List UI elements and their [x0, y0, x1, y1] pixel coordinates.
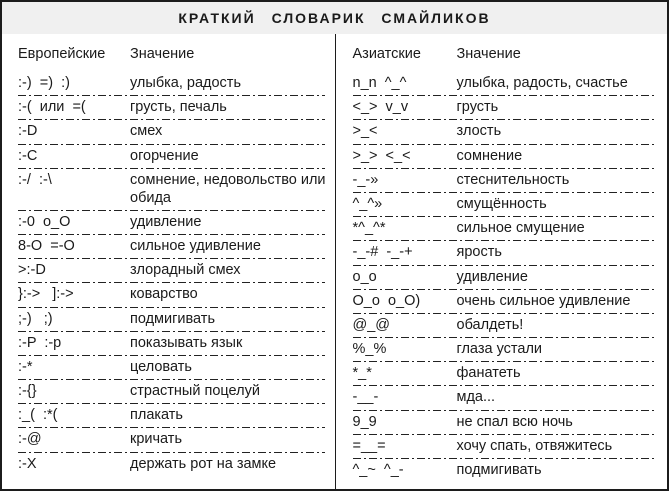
meaning-cell: целовать	[130, 358, 192, 375]
smiley-cell: }:-> ]:->	[18, 286, 74, 303]
asian-column	[335, 34, 668, 489]
smiley-cell: <_> v_v	[352, 99, 409, 116]
meaning-cell: грусть, печаль	[130, 99, 227, 116]
european-header-row	[18, 41, 329, 67]
meaning-cell: улыбка, радость, счастье	[456, 75, 628, 91]
smiley-cell: 9_9	[352, 413, 377, 430]
meaning-cell: держать рот на замке	[130, 455, 277, 472]
table-row	[18, 72, 329, 96]
smiley-cell: :-) =) :)	[18, 75, 70, 91]
meaning-cell: улыбка, радость	[130, 75, 242, 91]
table-row	[18, 259, 329, 283]
smiley-cell: o_o	[352, 268, 377, 285]
table-row	[18, 145, 329, 169]
smiley-cell: *_*	[352, 365, 372, 382]
table-row	[353, 338, 662, 362]
column-header-asian: Азиатские	[352, 46, 421, 62]
meaning-cell: сильное удивление	[130, 237, 261, 254]
table-row	[18, 308, 329, 332]
meaning-cell: коварство	[130, 286, 198, 303]
table-row	[353, 120, 662, 144]
table-row	[353, 459, 662, 483]
meaning-cell: сомнение	[456, 147, 523, 164]
table-row	[353, 290, 662, 314]
table-row	[18, 380, 329, 404]
meaning-cell: кричать	[130, 431, 183, 448]
asian-header-row	[353, 41, 662, 67]
meaning-cell: плакать	[130, 407, 183, 424]
smiley-cell: :_( :*(	[18, 407, 58, 424]
table-row	[18, 235, 329, 259]
smiley-cell: >_> <_<	[352, 147, 411, 164]
table-row	[353, 411, 662, 435]
table-row	[18, 404, 329, 428]
meaning-cell: огорчение	[130, 147, 199, 164]
meaning-cell: ярость	[456, 244, 502, 261]
table-row	[18, 453, 329, 477]
smiley-cell: :-D	[18, 123, 38, 140]
meaning-cell: удивление	[456, 268, 528, 285]
meaning-cell: фанатеть	[456, 365, 521, 382]
table-row	[353, 386, 662, 410]
smiley-cell: @_@	[352, 316, 391, 333]
european-rows	[18, 72, 329, 477]
meaning-cell: не спал всю ночь	[456, 413, 573, 430]
meaning-cell: удивление	[130, 213, 202, 230]
table-row	[18, 120, 329, 144]
meaning-cell: злорадный смех	[130, 262, 241, 279]
smiley-cell: :-@	[18, 431, 42, 448]
table-row	[353, 193, 662, 217]
smiley-cell: ^_^»	[352, 195, 383, 212]
smiley-cell: -_-# -_-+	[352, 244, 413, 261]
meaning-cell: хочу спать, отвяжитесь	[456, 437, 613, 454]
smiley-cell: 8-O =-O	[18, 237, 75, 254]
meaning-cell: мда...	[456, 389, 496, 406]
table-row	[18, 169, 329, 211]
meaning-cell: стеснительность	[456, 171, 570, 188]
meaning-cell: подмигивать	[456, 462, 542, 478]
smiley-cell: :-X	[18, 455, 37, 472]
meaning-cell: обалдеть!	[456, 316, 524, 333]
table-row	[353, 266, 662, 290]
smiley-cell: >:-D	[18, 262, 46, 279]
smiley-cell: :-/ :-\	[18, 171, 52, 188]
meaning-cell: подмигивать	[130, 310, 215, 327]
table-row	[18, 332, 329, 356]
column-header-european: Европейские	[18, 46, 106, 62]
meaning-cell: глаза устали	[456, 341, 543, 358]
table-row	[353, 362, 662, 386]
meaning-cell: злость	[456, 123, 502, 140]
meaning-cell: сильное смущение	[456, 220, 585, 237]
smiley-cell: n_n ^_^	[352, 75, 407, 91]
smiley-cell: :-P :-p	[18, 334, 62, 351]
table-row	[353, 314, 662, 338]
page-title: КРАТКИЙ СЛОВАРИК СМАЙЛИКОВ	[2, 2, 667, 34]
table-row	[18, 428, 329, 452]
table-row	[353, 217, 662, 241]
table-row	[353, 72, 662, 96]
table-body	[2, 34, 667, 489]
table-row	[353, 96, 662, 120]
table-row	[18, 283, 329, 307]
meaning-cell: страстный поцелуй	[130, 383, 260, 400]
meaning-cell: смех	[130, 123, 163, 140]
meaning-cell: смущённость	[456, 195, 547, 212]
smiley-cell: =__=	[352, 437, 386, 454]
asian-rows	[353, 72, 662, 483]
smiley-cell: O_o o_O)	[352, 292, 421, 309]
european-column	[2, 34, 335, 489]
smiley-cell: :-0 o_O	[18, 213, 71, 230]
table-row	[353, 241, 662, 265]
smiley-cell: %_%	[352, 341, 387, 358]
table-row	[353, 145, 662, 169]
smiley-cell: -_-»	[352, 171, 379, 188]
smiley-cell: -__-	[352, 389, 379, 406]
smiley-cell: ^_~ ^_-	[352, 462, 404, 478]
meaning-cell: очень сильное удивление	[456, 292, 631, 309]
table-row	[353, 169, 662, 193]
smiley-cell: *^_^*	[352, 220, 386, 237]
smiley-cell: :-C	[18, 147, 38, 164]
table-row	[18, 211, 329, 235]
smiley-cell: :-*	[18, 358, 33, 375]
smiley-cell: :-{}	[18, 383, 37, 400]
column-header-meaning-left: Значение	[130, 46, 195, 62]
meaning-cell: сомнение, недовольство или обида	[130, 171, 326, 206]
table-row	[18, 356, 329, 380]
table-row	[353, 435, 662, 459]
table-row	[18, 96, 329, 120]
smiley-cell: ;-) ;)	[18, 310, 53, 327]
column-header-meaning-right: Значение	[456, 46, 521, 62]
meaning-cell: грусть	[456, 99, 499, 116]
smiley-cell: >_<	[352, 123, 378, 140]
smiley-cell: :-( или =(	[18, 99, 86, 116]
meaning-cell: показывать язык	[130, 334, 243, 351]
